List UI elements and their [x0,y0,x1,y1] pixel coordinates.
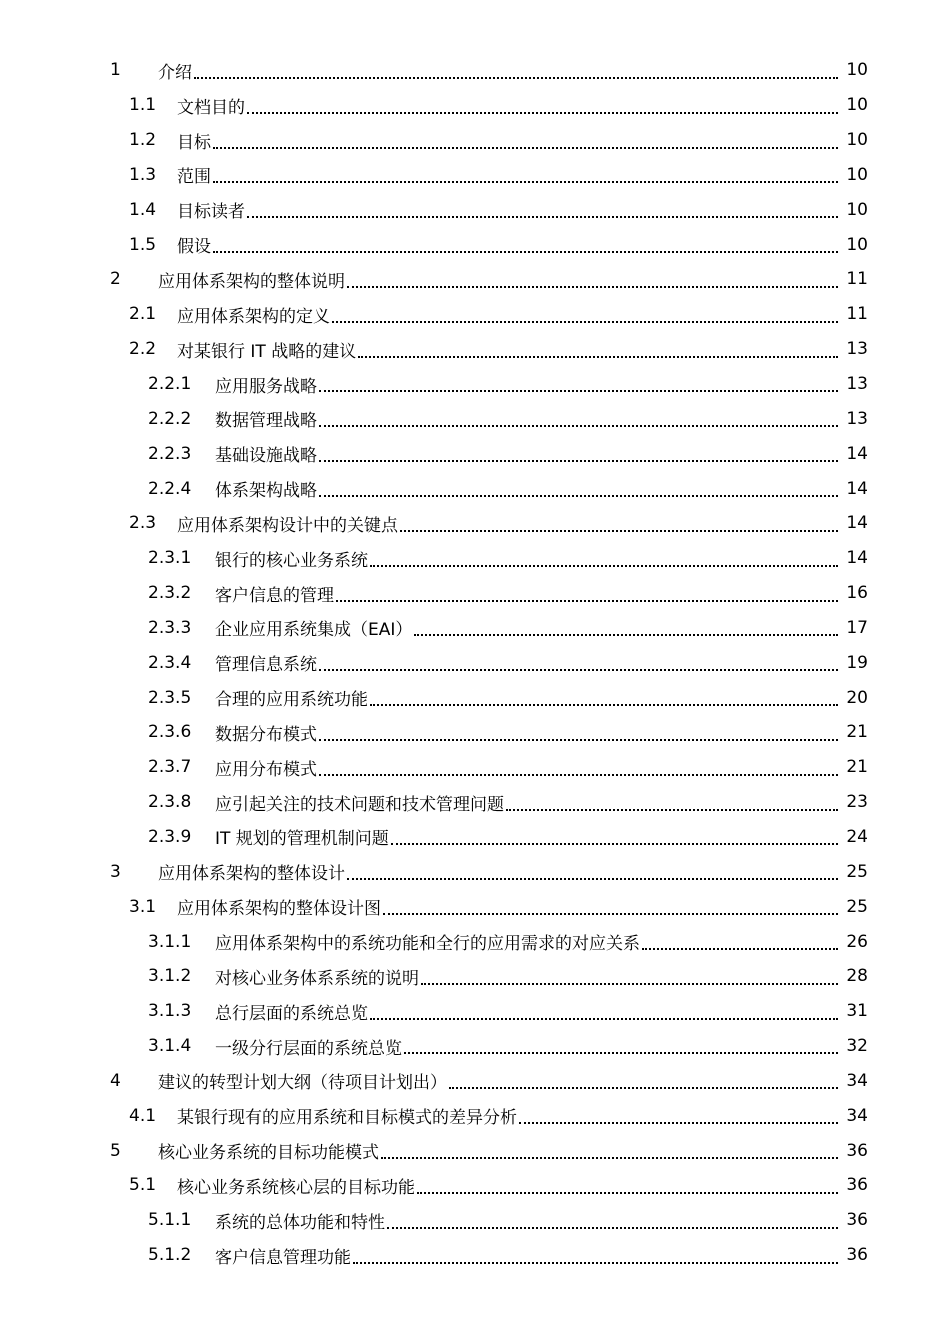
toc-entry-title: 文档目的 [177,97,245,118]
toc-entry-title: 总行层面的系统总览 [215,1003,368,1024]
toc-entry-page: 10 [846,234,868,255]
toc-entry[interactable] [0,715,950,750]
toc-entry-title: 范围 [177,167,211,188]
dot-leader [358,355,838,358]
toc-entry-number: 2.3.5 [148,687,192,708]
toc-entry[interactable] [0,1133,950,1168]
toc-entry-title: 应引起关注的技术问题和技术管理问题 [215,794,504,815]
toc-entry[interactable] [0,1029,950,1064]
toc-entry-page: 10 [846,164,868,185]
toc-entry-number: 2.3.2 [148,583,192,604]
toc-entry-number: 1.4 [129,199,157,220]
toc-entry-page: 14 [846,443,868,464]
toc-entry[interactable] [0,680,950,715]
dot-leader [319,459,838,462]
toc-entry-number: 2.3.1 [148,548,192,569]
toc-entry[interactable] [0,367,950,402]
dot-leader [319,424,838,427]
toc-entry[interactable] [0,645,950,680]
toc-entry-title: 企业应用系统集成（EAI） [215,620,413,641]
toc-entry-page: 36 [846,1175,868,1196]
dot-leader [370,1017,838,1020]
toc-entry-number: 2.3 [129,513,157,534]
toc-entry-title: 对某银行 IT 战略的建议 [177,341,357,362]
toc-entry[interactable] [0,785,950,820]
toc-entry-page: 16 [846,583,868,604]
toc-entry-page: 34 [846,1105,868,1126]
toc-entry-page: 23 [846,792,868,813]
dot-leader [213,180,838,183]
toc-entry-title: 一级分行层面的系统总览 [215,1038,402,1059]
toc-entry-number: 2.2 [129,339,157,360]
toc-entry-title: 应用体系架构中的系统功能和全行的应用需求的对应关系 [215,934,640,955]
toc-entry-number: 5.1.1 [148,1210,192,1231]
dot-leader [319,494,838,497]
toc-entry[interactable] [0,994,950,1029]
toc-entry[interactable] [0,297,950,332]
toc-entry-number: 5.1 [129,1175,157,1196]
toc-entry-title: 应用体系架构的整体说明 [158,271,345,292]
toc-entry-number: 3.1.1 [148,931,192,952]
toc-entry[interactable] [0,262,950,297]
dot-leader [353,1261,838,1264]
toc-entry-page: 25 [846,896,868,917]
toc-entry-number: 2.1 [129,304,157,325]
toc-entry-number: 2.3.7 [148,757,192,778]
toc-entry-number: 2.3.8 [148,792,192,813]
toc-entry-number: 2.3.9 [148,826,192,847]
dot-leader [194,76,838,79]
toc-entry-title: 数据管理战略 [215,411,317,432]
toc-entry-page: 36 [846,1210,868,1231]
toc-entry-page: 28 [846,966,868,987]
toc-entry[interactable] [0,1203,950,1238]
toc-entry-page: 21 [846,757,868,778]
toc-entry-title: 应用体系架构的定义 [177,306,330,327]
toc-entry-page: 11 [846,269,868,290]
dot-leader [642,947,838,950]
dot-leader [391,842,838,845]
toc-entry[interactable] [0,750,950,785]
toc-entry-page: 10 [846,60,868,81]
toc-entry-page: 14 [846,513,868,534]
dot-leader [400,529,838,532]
toc-entry-page: 36 [846,1140,868,1161]
toc-entry-title: 对核心业务体系系统的说明 [215,968,419,989]
toc-entry-number: 2.3.3 [148,617,192,638]
dot-leader [319,773,838,776]
toc-entry-number: 3.1 [129,896,157,917]
toc-entry-title: 体系架构战略 [215,481,317,502]
dot-leader [421,982,838,985]
dot-leader [213,250,838,253]
toc-entry-number: 5.1.2 [148,1245,192,1266]
toc-entry[interactable] [0,820,950,855]
dot-leader [417,1191,838,1194]
toc-entry-title: 介绍 [158,62,192,83]
toc-entry[interactable] [0,53,950,88]
toc-entry-title: 核心业务系统核心层的目标功能 [177,1177,415,1198]
dot-leader [370,703,838,706]
toc-entry-page: 11 [846,304,868,325]
toc-entry[interactable] [0,401,950,436]
toc-entry-number: 2.2.2 [148,408,192,429]
dot-leader [370,564,838,567]
toc-entry-page: 34 [846,1070,868,1091]
dot-leader [414,633,838,636]
toc-entry-page: 17 [846,617,868,638]
toc-entry-number: 3.1.3 [148,1001,192,1022]
toc-entry-title: 数据分布模式 [215,724,317,745]
dot-leader [319,738,838,741]
toc-entry[interactable] [0,88,950,123]
toc-entry-title: 银行的核心业务系统 [215,550,368,571]
toc-entry-page: 13 [846,408,868,429]
dot-leader [347,285,838,288]
dot-leader [247,215,838,218]
toc-entry[interactable] [0,158,950,193]
toc-entry-page: 13 [846,374,868,395]
dot-leader [332,320,838,323]
dot-leader [449,1086,838,1089]
dot-leader [381,1156,838,1159]
toc-entry-page: 14 [846,548,868,569]
toc-entry-number: 1.1 [129,95,157,116]
toc-entry[interactable] [0,436,950,471]
toc-entry-number: 2 [110,269,121,290]
toc-entry-number: 2.2.3 [148,443,192,464]
toc-entry-page: 25 [846,861,868,882]
toc-entry-title: 某银行现有的应用系统和目标模式的差异分析 [177,1108,517,1129]
toc-entry[interactable] [0,192,950,227]
toc-entry-page: 36 [846,1245,868,1266]
dot-leader [319,389,838,392]
toc-entry-page: 10 [846,130,868,151]
dot-leader [404,1051,838,1054]
toc-entry-page: 10 [846,199,868,220]
toc-entry-number: 2.2.4 [148,478,192,499]
toc-entry[interactable] [0,1098,950,1133]
toc-entry-number: 3 [110,861,121,882]
toc-entry-number: 1.3 [129,164,157,185]
toc-entry[interactable] [0,227,950,262]
toc-entry-title: 系统的总体功能和特性 [215,1212,385,1233]
toc-entry-title: 管理信息系统 [215,655,317,676]
toc-entry-page: 32 [846,1036,868,1057]
toc-entry-number: 1.2 [129,130,157,151]
toc-entry-number: 2.3.4 [148,652,192,673]
toc-entry-title: 应用服务战略 [215,376,317,397]
toc-entry-number: 2.3.6 [148,722,192,743]
dot-leader [213,146,838,149]
toc-entry[interactable] [0,506,950,541]
toc-entry-title: 合理的应用系统功能 [215,690,368,711]
toc-entry[interactable] [0,332,950,367]
toc-entry[interactable] [0,1168,950,1203]
toc-entry[interactable] [0,1063,950,1098]
toc-entry-page: 10 [846,95,868,116]
toc-entry-number: 3.1.4 [148,1036,192,1057]
toc-entry-number: 1.5 [129,234,157,255]
toc-entry[interactable] [0,854,950,889]
toc-entry-page: 19 [846,652,868,673]
toc-entry-number: 5 [110,1140,121,1161]
table-of-contents [0,53,950,1273]
dot-leader [383,912,838,915]
dot-leader [506,808,838,811]
dot-leader [387,1226,838,1229]
toc-entry[interactable] [0,924,950,959]
toc-entry-title: 应用分布模式 [215,759,317,780]
toc-entry-page: 21 [846,722,868,743]
dot-leader [336,599,838,602]
toc-entry-page: 20 [846,687,868,708]
toc-entry-page: 14 [846,478,868,499]
toc-entry-title: 应用体系架构设计中的关键点 [177,515,398,536]
toc-entry-page: 13 [846,339,868,360]
toc-entry-title: IT 规划的管理机制问题 [215,829,389,850]
toc-entry[interactable] [0,123,950,158]
toc-entry-title: 客户信息的管理 [215,585,334,606]
toc-entry-page: 26 [846,931,868,952]
toc-entry-title: 基础设施战略 [215,446,317,467]
toc-entry-title: 建议的转型计划大纲（待项目计划出） [158,1073,447,1094]
toc-entry-number: 1 [110,60,121,81]
toc-entry[interactable] [0,1238,950,1273]
toc-entry-page: 24 [846,826,868,847]
toc-entry[interactable] [0,541,950,576]
toc-entry[interactable] [0,959,950,994]
toc-entry-page: 31 [846,1001,868,1022]
toc-entry[interactable] [0,611,950,646]
toc-entry-title: 目标读者 [177,202,245,223]
toc-entry-title: 目标 [177,132,211,153]
toc-entry-title: 核心业务系统的目标功能模式 [158,1143,379,1164]
toc-entry-title: 假设 [177,237,211,258]
dot-leader [347,877,838,880]
toc-entry-number: 2.2.1 [148,374,192,395]
toc-entry[interactable] [0,471,950,506]
toc-entry-title: 客户信息管理功能 [215,1247,351,1268]
dot-leader [519,1121,838,1124]
toc-entry-number: 4.1 [129,1105,157,1126]
dot-leader [319,668,838,671]
toc-entry[interactable] [0,576,950,611]
toc-entry-title: 应用体系架构的整体设计 [158,864,345,885]
dot-leader [247,111,838,114]
toc-entry[interactable] [0,889,950,924]
toc-entry-title: 应用体系架构的整体设计图 [177,899,381,920]
toc-entry-number: 3.1.2 [148,966,192,987]
toc-entry-number: 4 [110,1070,121,1091]
